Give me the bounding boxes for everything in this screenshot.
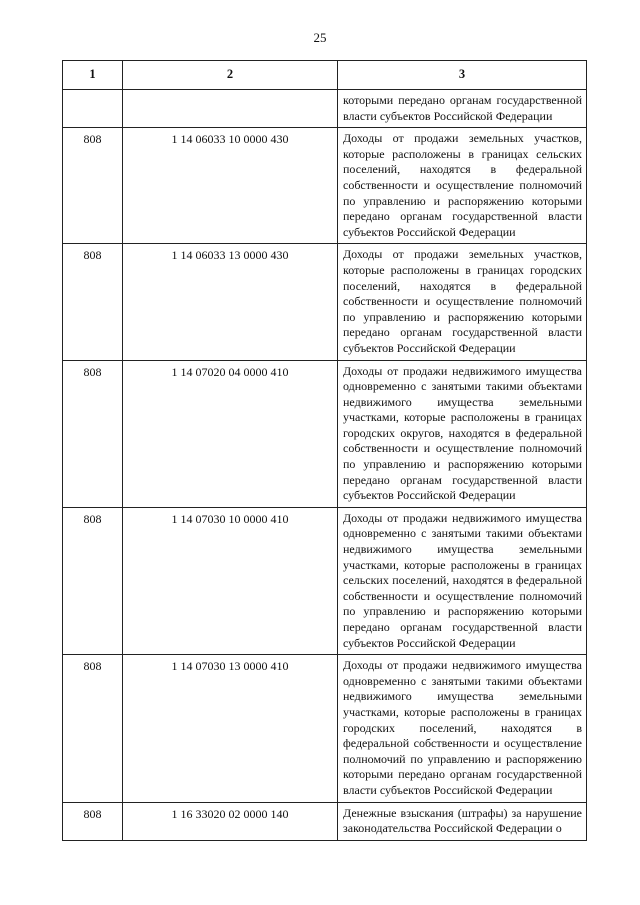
revenue-codes-table — [62, 60, 587, 841]
header-col-2: 2 — [123, 61, 338, 90]
budget-code-cell — [123, 90, 338, 128]
description-cell: Денежные взыскания (штрафы) за нарушение законодательства Российской Федерации о — [338, 802, 587, 840]
table-row — [63, 360, 587, 507]
description-cell: Доходы от продажи недвижимого имущества одновременно с занятыми такими объектами недвижимого имущества земельными участками, которые расположены в границах городских округов, находятся в федеральной собственности и осуществление полномочий по управлению и распоряжению которыми передано органам государственной власти субъектов Российской Федерации — [338, 360, 587, 507]
table-row — [63, 90, 587, 128]
table-header-row — [63, 61, 587, 90]
table-row — [63, 507, 587, 654]
description-cell: Доходы от продажи земельных участков, которые расположены в границах городских поселений, находятся в федеральной собственности и осуществление полномочий по управлению и распоряжению которыми передано органам государственной власти субъектов Российской Федерации — [338, 244, 587, 360]
description-cell: Доходы от продажи недвижимого имущества одновременно с занятыми такими объектами недвижимого имущества земельными участками, которые расположены в границах городских поселений, находятся в федеральной собственности и осуществление полномочий по управлению и распоряжению которыми передано органам государственной власти субъектов Российской Федерации — [338, 655, 587, 802]
page-number: 25 — [313, 30, 327, 45]
budget-code-cell: 1 14 07020 04 0000 410 — [123, 360, 338, 507]
table-row — [63, 655, 587, 802]
admin-code-cell: 808 — [63, 360, 123, 507]
budget-code-cell: 1 14 07030 13 0000 410 — [123, 655, 338, 802]
table-row — [63, 802, 587, 840]
admin-code-cell: 808 — [63, 128, 123, 244]
admin-code-cell: 808 — [63, 244, 123, 360]
header-col-1: 1 — [63, 61, 123, 90]
admin-code-cell — [63, 90, 123, 128]
budget-code-cell: 1 14 06033 10 0000 430 — [123, 128, 338, 244]
table-row — [63, 244, 587, 360]
budget-code-cell: 1 16 33020 02 0000 140 — [123, 802, 338, 840]
description-cell: Доходы от продажи земельных участков, которые расположены в границах сельских поселений, находятся в федеральной собственности и осуществление полномочий по управлению и распоряжению которыми передано органам государственной власти субъектов Российской Федерации — [338, 128, 587, 244]
admin-code-cell: 808 — [63, 802, 123, 840]
table-row — [63, 128, 587, 244]
budget-code-cell: 1 14 07030 10 0000 410 — [123, 507, 338, 654]
admin-code-cell: 808 — [63, 655, 123, 802]
description-cell: которыми передано органам государственной власти субъектов Российской Федерации — [338, 90, 587, 128]
description-cell: Доходы от продажи недвижимого имущества одновременно с занятыми такими объектами недвижимого имущества земельными участками, которые расположены в границах сельских поселений, находятся в федеральной собственности и осуществление полномочий по управлению и распоряжению которыми передано органам государственной власти субъектов Российской Федерации — [338, 507, 587, 654]
budget-code-cell: 1 14 06033 13 0000 430 — [123, 244, 338, 360]
admin-code-cell: 808 — [63, 507, 123, 654]
header-col-3: 3 — [338, 61, 587, 90]
